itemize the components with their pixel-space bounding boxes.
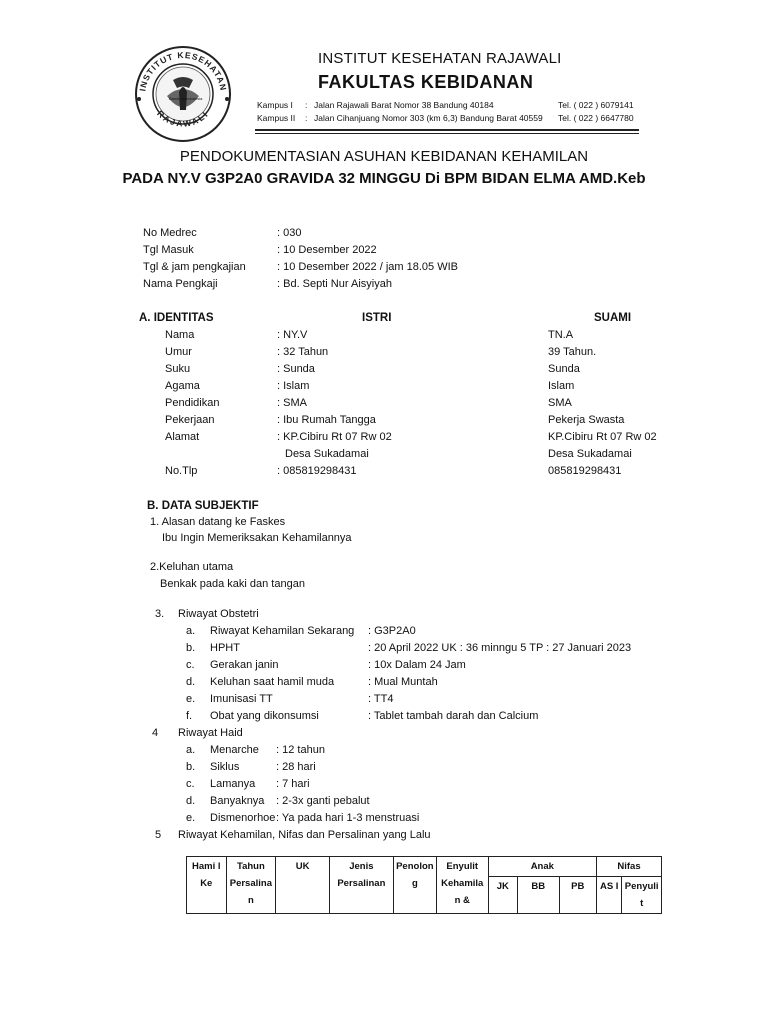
obstetri-letter: b. [186,642,196,654]
svg-text:INSTITUT KESEHATAN: INSTITUT KESEHATAN [137,49,229,92]
obstetri-value: : Tablet tambah darah dan Calcium [368,710,539,722]
col-penyulit-nifas: Penyuli t [622,877,662,914]
header-rule-thick [255,129,639,131]
haid-value: : 2-3x ganti pebalut [276,795,370,807]
item3-title: Riwayat Obstetri [178,608,259,620]
table-header-row [187,857,662,877]
campus-2-address: Jalan Cihanjuang Nomor 303 (km 6,3) Bandung Barat 40559 [314,113,543,123]
haid-value: : Ya pada hari 1-3 menstruasi [276,812,420,824]
col-bb: BB [517,877,559,914]
suami-value: TN.A [548,329,574,341]
item1-text: Ibu Ingin Memeriksakan Kehamilannya [162,532,352,544]
meta-label: No Medrec [143,227,197,239]
istri-value: : SMA [277,397,307,409]
identitas-label: Pendidikan [165,397,220,409]
suami-value: 085819298431 [548,465,622,477]
col-pb: PB [559,877,597,914]
meta-value: : Bd. Septi Nur Aisyiyah [277,278,392,290]
haid-value: : 12 tahun [276,744,325,756]
col-jk: JK [488,877,517,914]
obstetri-value: : G3P2A0 [368,625,416,637]
istri-value: : Ibu Rumah Tangga [277,414,376,426]
haid-label: Lamanya [210,778,256,790]
suami-value: 39 Tahun. [548,346,597,358]
identitas-label: Alamat [165,431,200,443]
item2-text: Benkak pada kaki dan tangan [160,578,305,590]
col-penyulit: Enyulit Kehamila n & [436,857,488,914]
campus-2-label: Kampus II [257,113,296,123]
item4-number: 4 [152,727,159,739]
meta-value: : 030 [277,227,302,239]
obstetri-value: : TT4 [368,693,394,705]
suami-value: SMA [548,397,572,409]
identitas-label: Pekerjaan [165,414,215,426]
identitas-label: No.Tlp [165,465,198,477]
haid-label: Siklus [210,761,240,773]
haid-label: Banyaknya [210,795,265,807]
identitas-label: Umur [165,346,192,358]
col-uk: UK [276,857,330,914]
item2-title: 2.Keluhan utama [150,561,234,573]
istri-heading: ISTRI [362,312,392,324]
section-identitas-heading: A. IDENTITAS [139,312,214,324]
obstetri-label: Imunisasi TT [210,693,273,705]
meta-value: : 10 Desember 2022 [277,244,377,256]
svg-text:RAJAWALI: RAJAWALI [155,108,211,129]
faculty-name: FAKULTAS KEBIDANAN [318,72,534,92]
col-anak: Anak [488,857,596,877]
obstetri-letter: e. [186,693,196,705]
obstetri-label: Riwayat Kehamilan Sekarang [210,625,355,637]
item4-title: Riwayat Haid [178,727,243,739]
suami-value: Islam [548,380,575,392]
identitas-label: Suku [165,363,191,375]
obstetri-value: : Mual Muntah [368,676,438,688]
meta-label: Tgl & jam pengkajian [143,261,246,273]
col-hamil-ke: Hami l Ke [187,857,227,914]
obstetri-letter: a. [186,625,196,637]
istri-value: : Islam [277,380,310,392]
meta-label: Tgl Masuk [143,244,194,256]
meta-value: : 10 Desember 2022 / jam 18.05 WIB [277,261,458,273]
history-table [186,856,662,914]
haid-letter: e. [186,812,196,824]
haid-value: : 7 hari [276,778,310,790]
document-title-line2: PADA NY.V G3P2A0 GRAVIDA 32 MINGGU Di BPM BIDAN ELMA AMD.Keb [122,170,646,187]
istri-value: : KP.Cibiru Rt 07 Rw 02 [277,431,392,443]
obstetri-letter: f. [186,710,193,722]
identitas-label: Agama [165,380,200,392]
suami-value: Sunda [548,363,580,375]
identitas-label: Nama [165,329,195,341]
obstetri-value: : 10x Dalam 24 Jam [368,659,466,671]
suami-value: Pekerja Swasta [548,414,625,426]
item1-title: 1. Alasan datang ke Faskes [150,516,286,528]
istri-value: Desa Sukadamai [285,448,369,460]
istri-value: : NY.V [277,329,308,341]
haid-letter: b. [186,761,196,773]
meta-label: Nama Pengkaji [143,278,218,290]
item5-number: 5 [155,829,162,841]
section-subjektif-heading: B. DATA SUBJEKTIF [147,500,259,512]
campus-2-phone: Tel. ( 022 ) 6647780 [558,113,634,123]
obstetri-value: : 20 April 2022 UK : 36 minngu 5 TP : 27 Januari 2023 [368,642,632,654]
item5-title: Riwayat Kehamilan, Nifas dan Persalinan yang Lalu [178,829,431,841]
item3-number: 3. [155,608,165,620]
campus-1-phone: Tel. ( 022 ) 6079141 [558,100,634,110]
haid-letter: a. [186,744,196,756]
obstetri-label: Obat yang dikonsumsi [210,710,319,722]
campus-2-sep: : [305,113,308,123]
suami-value: Desa Sukadamai [548,448,632,460]
institute-name: INSTITUT KESEHATAN RAJAWALI [318,50,562,67]
campus-1-sep: : [305,100,308,110]
logo-bandung-text: Bandung [169,96,186,101]
institute-logo [133,44,233,144]
col-asi: AS I [597,877,622,914]
obstetri-letter: c. [186,659,195,671]
haid-label: Dismenorhoe [210,812,276,824]
col-jenis-persalinan: Jenis Persalinan [329,857,393,914]
obstetri-label: HPHT [210,642,240,654]
haid-value: : 28 hari [276,761,316,773]
logo-indonesia-text: Indonesia [185,96,203,101]
haid-label: Menarche [210,744,259,756]
istri-value: : Sunda [277,363,315,375]
suami-heading: SUAMI [594,312,632,324]
col-tahun-persalinan: Tahun Persalina n [226,857,276,914]
istri-value: : 085819298431 [277,465,357,477]
obstetri-label: Keluhan saat hamil muda [210,676,335,688]
istri-value: : 32 Tahun [277,346,329,358]
campus-1-address: Jalan Rajawali Barat Nomor 38 Bandung 40184 [314,100,494,110]
campus-1-label: Kampus I [257,100,293,110]
haid-letter: c. [186,778,195,790]
col-penolong: Penolon g [393,857,436,914]
col-nifas: Nifas [597,857,662,877]
obstetri-letter: d. [186,676,196,688]
header-rule-thin [255,133,639,134]
document-title-line1: PENDOKUMENTASIAN ASUHAN KEBIDANAN KEHAMILAN [179,148,589,165]
haid-letter: d. [186,795,196,807]
obstetri-label: Gerakan janin [210,659,279,671]
suami-value: KP.Cibiru Rt 07 Rw 02 [548,431,657,443]
